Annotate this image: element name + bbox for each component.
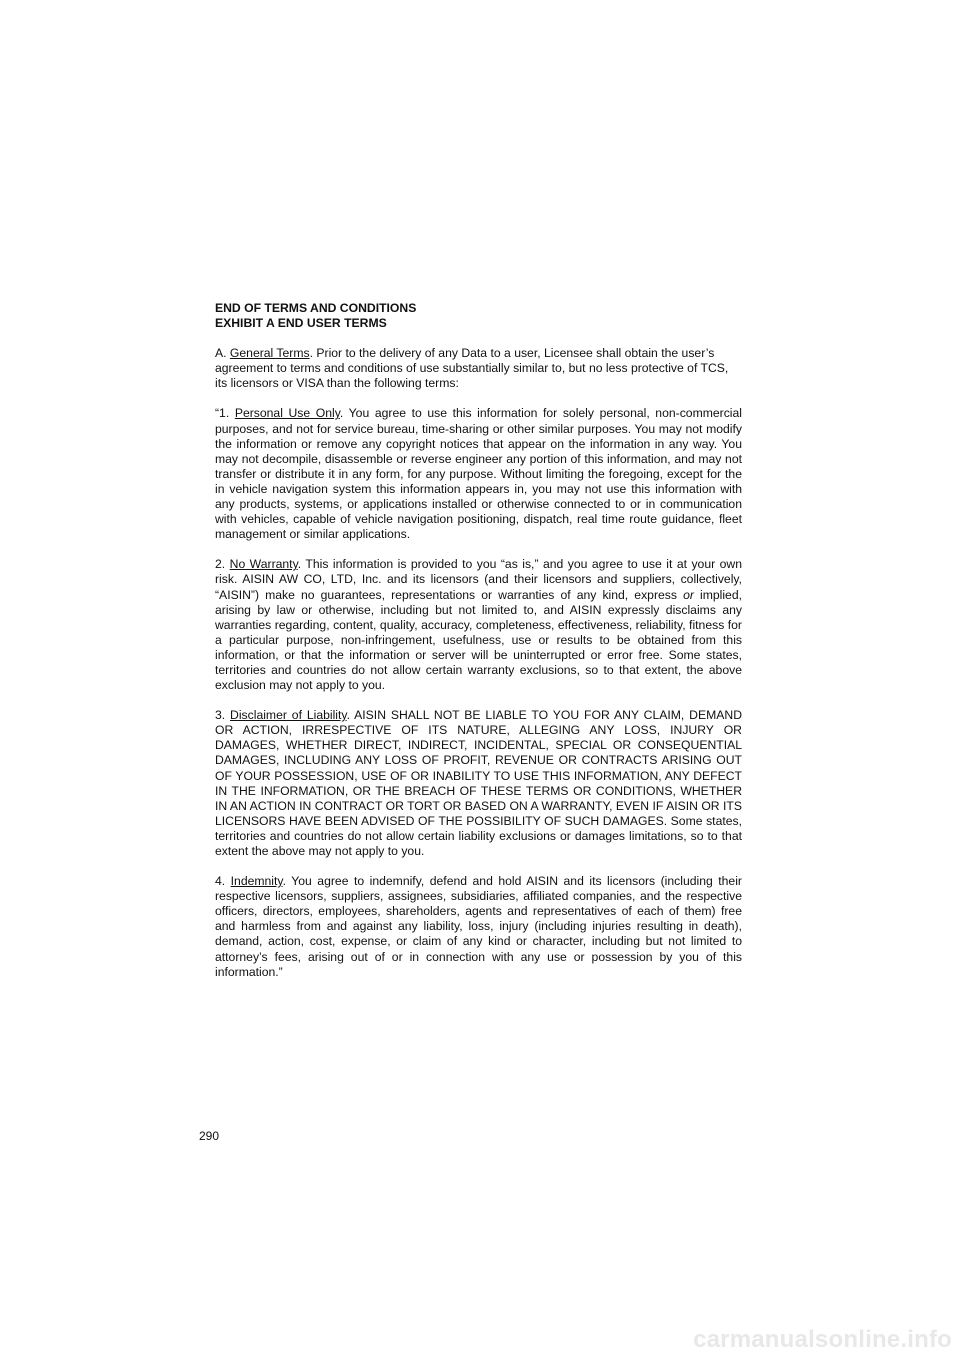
section-body: . AISIN SHALL NOT BE LIABLE TO YOU FOR ANY CLAIM, DEMAND OR ACTION, IRRESPECTIVE OF ITS NATURE, ALLEGING ANY LOSS, INJURY OR DAMAGES, WHETHER DIRECT, INDIRECT, INCIDENTAL, SPECIAL OR CONSEQUENTIAL DAMAGES, INCLUDING ANY LOSS OF PROFIT, REVENUE OR CONTRACTS ARISING OUT OF YOUR POSSESSION, USE OF OR INABILITY TO USE THIS INFORMATION, ANY DEFECT IN THE INFORMATION, OR THE BREACH OF THESE TERMS OR CONDITIONS, WHETHER IN AN ACTION IN CONTRACT OR TORT OR BASED ON A WARRANTY, EVEN IF AISIN OR ITS LICENSORS HAVE BEEN ADVISED OF THE POSSIBILITY OF SUCH DAMAGES. Some states, territories and countries do not allow certain liability exclusions or damages limitations, so to that extent the above may not apply to you. <box>215 708 742 858</box>
section-body-continued: implied, arising by law or otherwise, including but not limited to, and AISIN expressly disclaims any warranties regarding, content, quality, accuracy, completeness, effectiveness, reliability, fitness for a particular purpose, non-infringement, usefulness, use or results to be obtained from this information, or that the information or server will be uninterrupted or error free. Some states, territories and countries do not allow certain warranty exclusions, so to that extent, the above exclusion may not apply to you. <box>215 587 742 693</box>
section-body: . You agree to use this information for solely personal, non-commercial purposes, and not for service bureau, time-sharing or other similar purposes. You may not modify the information or remove any copyright notices that appear on the information in any way. You may not decompile, disassemble or reverse engineer any portion of this information, and may not transfer or distribute it in any form, for any purpose. Without limiting the foregoing, except for the in vehicle navigation system this information appears in, you may not use this information with any products, systems, or applications installed or otherwise connected to or in communication with vehicles, capable of vehicle navigation positioning, dispatch, real time route guidance, fleet management or similar applications. <box>215 406 742 542</box>
section-prefix: 2. <box>215 557 230 572</box>
section-general-terms <box>215 346 742 391</box>
heading-end-of-terms: END OF TERMS AND CONDITIONS <box>215 301 417 315</box>
section-body: . You agree to indemnify, defend and hold AISIN and its licensors (including their respective licensors, suppliers, assignees, subsidiaries, affiliated companies, and the respective officers, directors, employees, shareholders, agents and representatives of each of them) free and harmless from and against any liability, loss, injury (including injuries resulting in death), demand, action, cost, expense, or claim of any kind or character, including but not limited to attorney’s fees, arising out of or in connection with any use or possession by you of this information.” <box>215 874 742 979</box>
section-title-indemnity: Indemnity <box>230 874 283 889</box>
section-disclaimer-of-liability <box>215 708 742 859</box>
section-title-personal-use-only: Personal Use Only <box>234 406 340 421</box>
heading-exhibit-a: EXHIBIT A END USER TERMS <box>215 316 387 331</box>
section-title-disclaimer-of-liability: Disclaimer of Liability <box>230 708 347 723</box>
terms-document <box>215 301 742 980</box>
watermark-text: carmanualsonline.info <box>693 1326 952 1353</box>
section-title-general-terms: General Terms <box>229 346 310 361</box>
section-body-italic: or <box>683 587 694 602</box>
section-prefix: A. <box>215 346 230 361</box>
section-no-warranty <box>215 557 742 693</box>
section-prefix: “1. <box>215 406 235 421</box>
section-personal-use-only <box>215 406 742 542</box>
section-prefix: 3. <box>215 708 231 723</box>
section-body: . Prior to the delivery of any Data to a user, Licensee shall obtain the user’s agreement to terms and conditions of use substantially similar to, but no less protective of TCS, its licensors or VISA than the following terms: <box>215 346 729 391</box>
section-body: . This information is provided to you “as is,” and you agree to use it at your own risk. AISIN AW CO, LTD, Inc. and its licensors (and their licensors and suppliers, collectively, “AISIN”) make no guarantees, representations or warranties of any kind, express <box>215 557 742 602</box>
section-title-no-warranty: No Warranty <box>229 557 298 572</box>
page-number: 290 <box>199 1129 220 1143</box>
section-prefix: 4. <box>215 874 231 889</box>
section-indemnity <box>215 874 742 980</box>
